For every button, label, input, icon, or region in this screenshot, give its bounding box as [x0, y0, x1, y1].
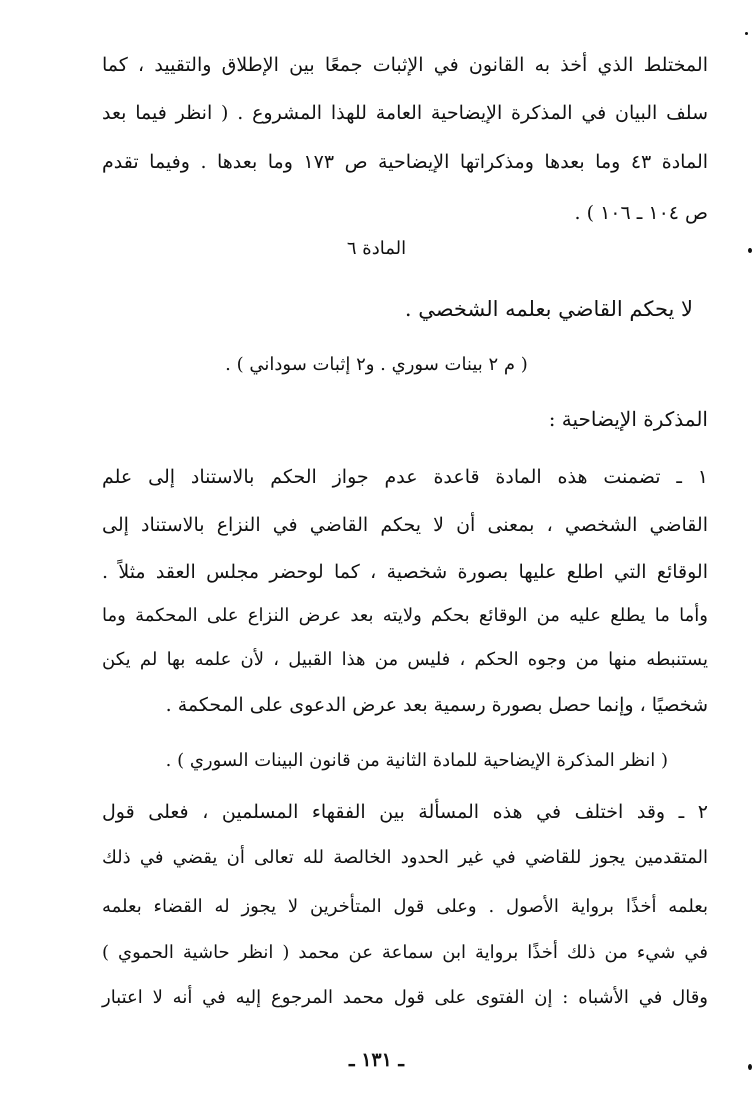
page-number: ـ ١٣١ ـ	[349, 1049, 404, 1071]
text-line: المادة ٤٣ وما بعدها ومذكراتها الإيضاحية ص ١٧٣ وما بعدها . وفيما تقدم	[102, 151, 709, 173]
text-line: في شيء من ذلك أخذًا برواية ابن سماعة عن محمد ( انظر حاشية الحموي )	[102, 942, 708, 963]
explanatory-memo-heading: المذكرة الإيضاحية :	[548, 407, 708, 431]
text-line: يستنبطه منها من وجوه الحكم ، فليس من هذا القبيل ، لأن علمه بها لم يكن	[102, 649, 708, 670]
article-references: ( م ٢ بينات سوري . و٢ إثبات سوداني ) .	[225, 354, 528, 375]
text-line: شخصيًا ، وإنما حصل بصورة رسمية بعد عرض الدعوى على المحكمة .	[165, 694, 708, 716]
scan-speck	[748, 248, 752, 253]
article-heading: المادة ٦	[346, 238, 407, 259]
text-line: ص ١٠٤ ـ ١٠٦ ) .	[574, 202, 708, 224]
reference-note: ( انظر المذكرة الإيضاحية للمادة الثانية من قانون البينات السوري ) .	[165, 750, 668, 771]
text-line: المتقدمين يجوز للقاضي في غير الحدود الخالصة لله تعالى أن يقضي في ذلك	[102, 847, 708, 868]
text-line: ٢ ـ وقد اختلف في هذه المسألة بين الفقهاء المسلمين ، فعلى قول	[102, 801, 708, 823]
text-line: بعلمه أخذًا برواية الأصول . وعلى قول المتأخرين لا يجوز له القضاء بعلمه	[102, 896, 708, 917]
text-line: القاضي الشخصي ، بمعنى أن لا يحكم القاضي في النزاع بالاستناد إلى	[102, 514, 708, 536]
text-line: ١ ـ تضمنت هذه المادة قاعدة عدم جواز الحكم بالاستناد إلى علم	[102, 466, 708, 488]
text-line: وأما ما يطلع عليه من الوقائع بحكم ولايته بعد عرض النزاع على المحكمة وما	[102, 605, 708, 626]
scan-speck	[748, 1064, 752, 1070]
text-line: الوقائع التي اطلع عليها بصورة شخصية ، كما لوحضر مجلس العقد مثلاً .	[102, 561, 708, 583]
scan-speck	[745, 32, 748, 35]
article-text: لا يحكم القاضي بعلمه الشخصي .	[404, 297, 693, 321]
text-line: المختلط الذي أخذ به القانون في الإثبات جمعًا بين الإطلاق والتقييد ، كما	[102, 54, 708, 76]
text-line: وقال في الأشباه : إن الفتوى على قول محمد المرجوع إليه في أنه لا اعتبار	[102, 987, 708, 1008]
text-line: سلف البيان في المذكرة الإيضاحية العامة للهذا المشروع . ( انظر فيما بعد	[102, 102, 708, 124]
